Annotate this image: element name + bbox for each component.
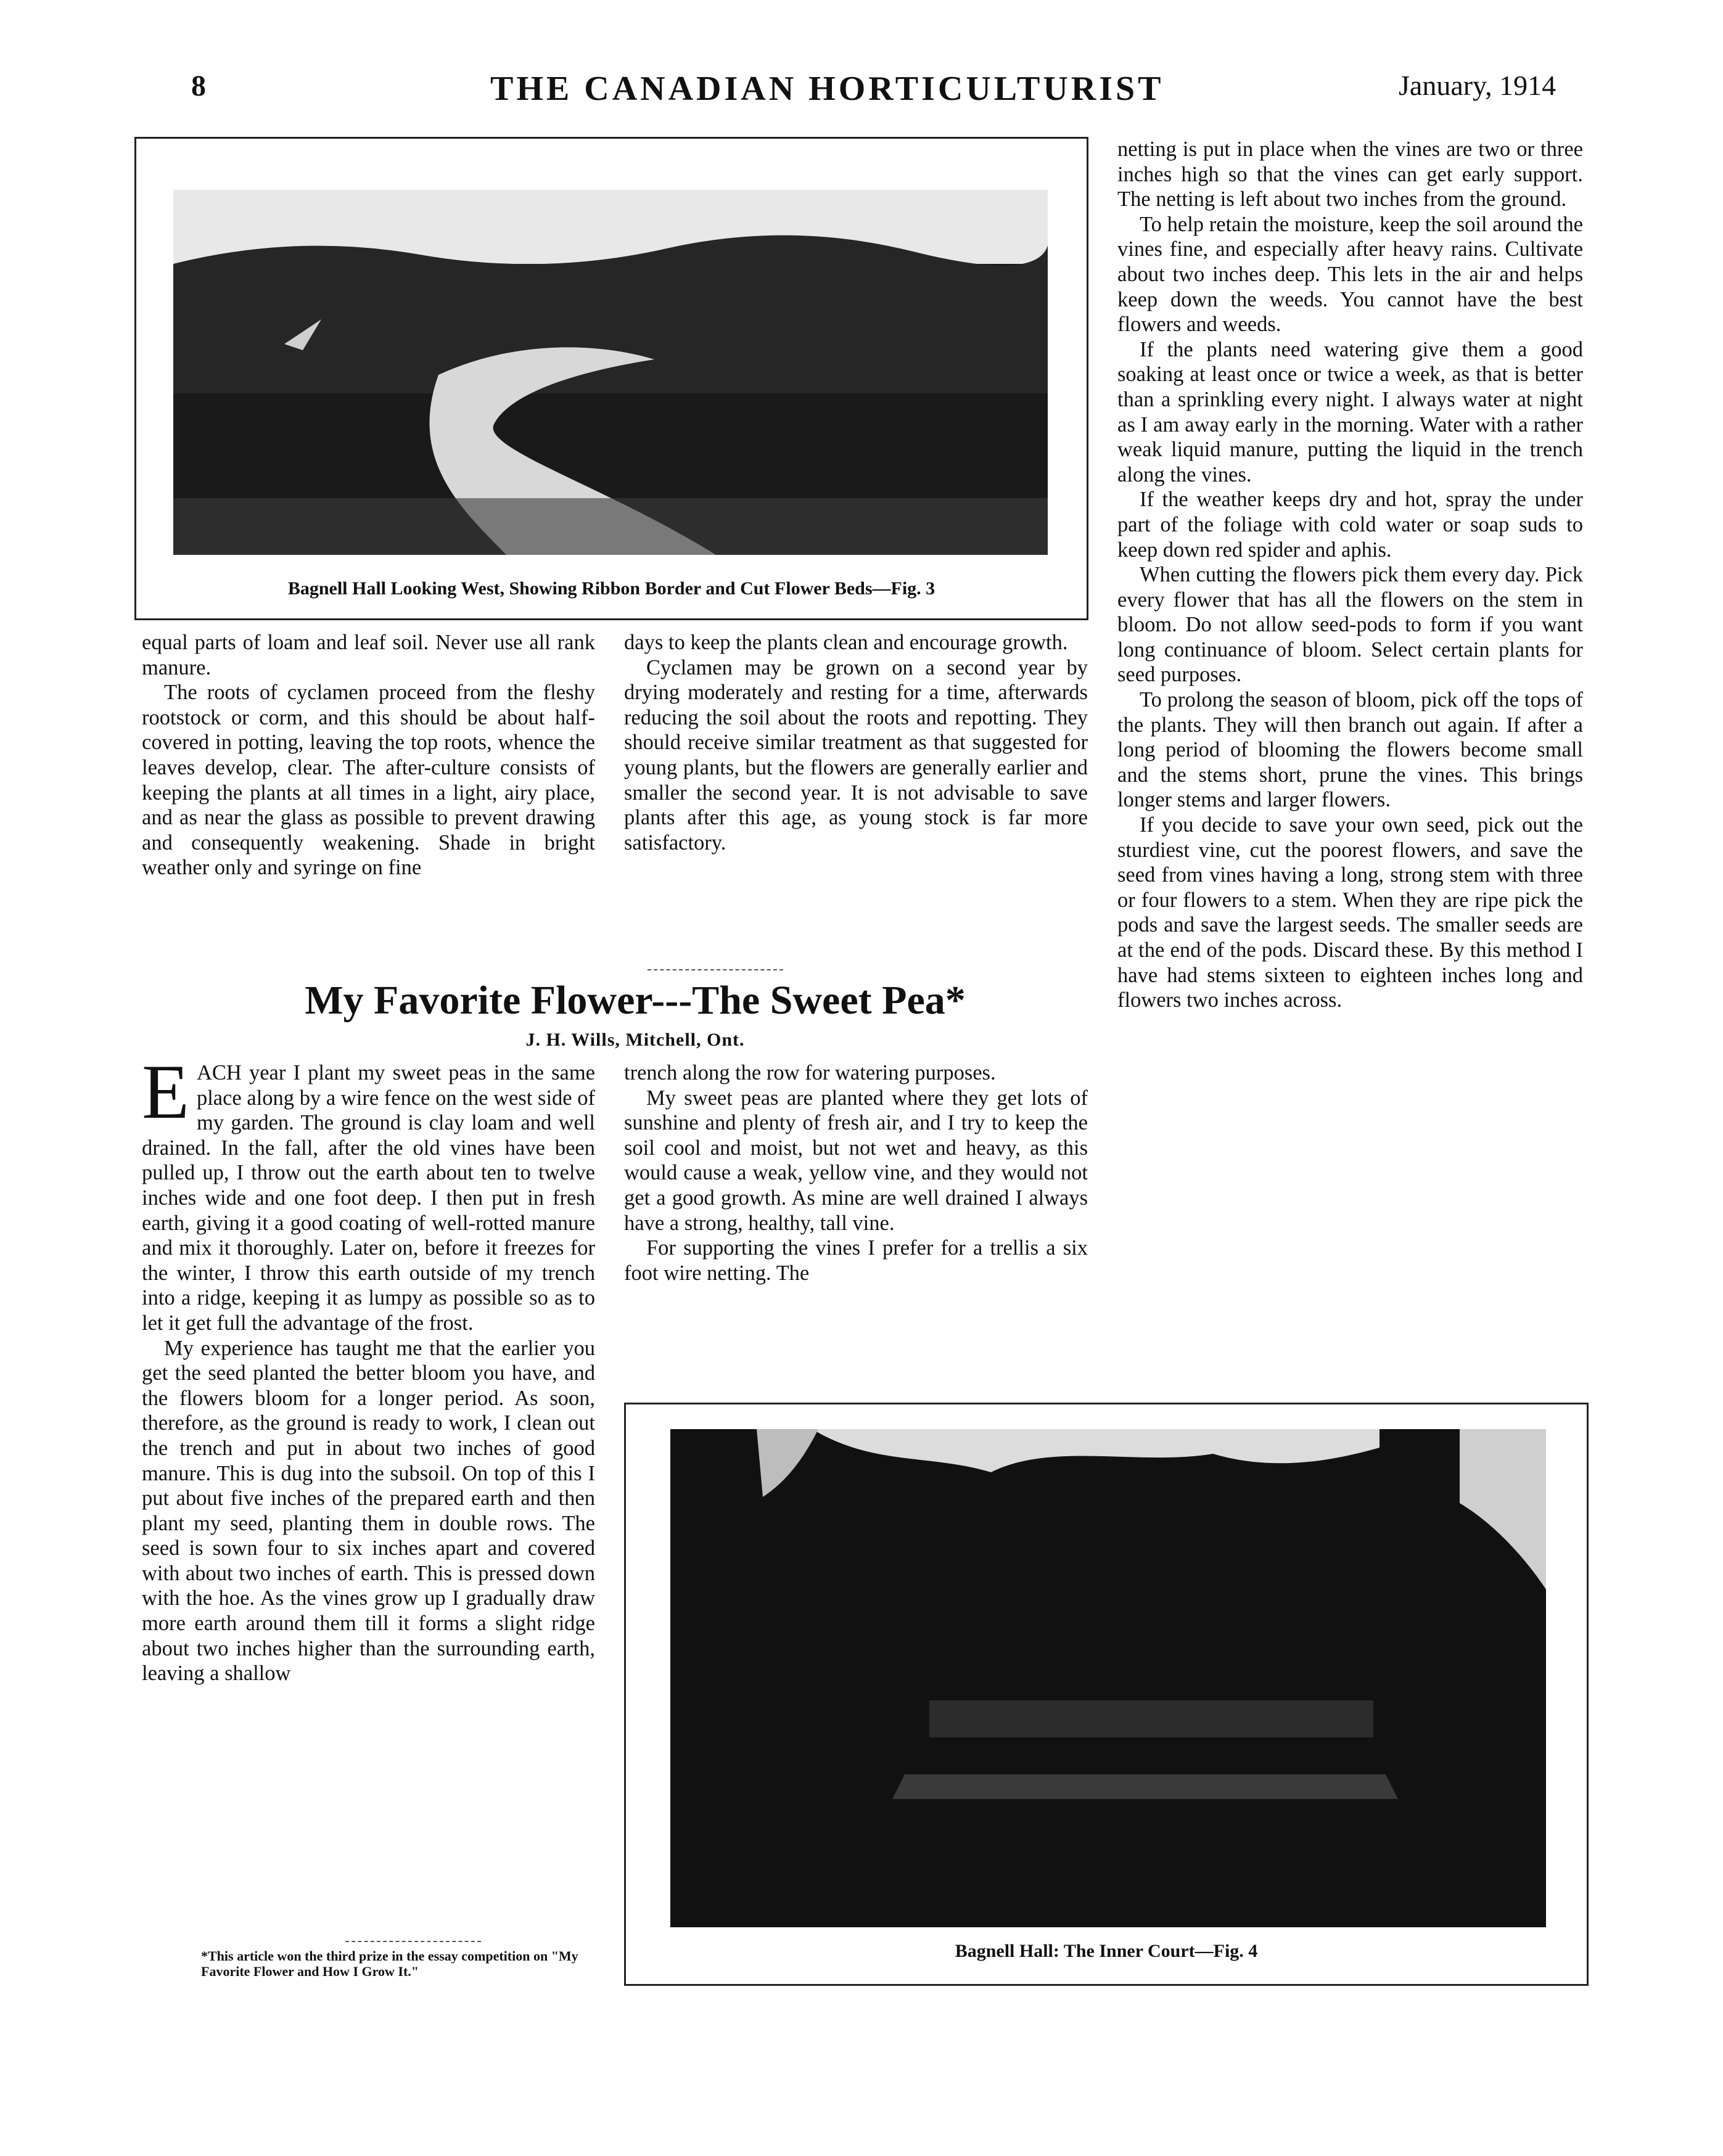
page-number: 8: [191, 70, 206, 102]
article-column-1: [142, 1049, 595, 1686]
figure-4-photo: [670, 1429, 1546, 1927]
cyclamen-paragraph: equal parts of loam and leaf soil. Never use all rank manure.: [142, 631, 595, 679]
article-title: My Favorite Flower---The Sweet Pea*: [305, 978, 966, 1023]
issue-date: January, 1914: [1399, 70, 1556, 101]
article-paragraph-first: [142, 1049, 595, 1336]
article-paragraph: If the plants need watering give them a good soaking at least once or twice a week, as that is better than a sprinkling every night. I always water at night as I am away early in the morning. Water with a rather weak liquid manure, putting the liquid in the trench along the vines.: [1117, 337, 1583, 486]
article-paragraph: If the weather keeps dry and hot, spray the under part of the foliage with cold water or soap suds to keep down red spider and aphis.: [1117, 488, 1583, 562]
figure-4-frame: [624, 1403, 1589, 1986]
article-paragraph: If you decide to save your own seed, pick out the sturdiest vine, cut the poorest flowers, and save the seed from vines having a long, strong stem with three or four flowers to a stem. When they are ripe pick the pods and save the largest seeds. The smaller seeds are at the end of the pods. Discard these. By this method I have had stems sixteen to eighteen inches long and flowers two inches across.: [1117, 813, 1583, 1012]
article-byline: J. H. Wills, Mitchell, Ont.: [525, 1030, 745, 1050]
drop-cap: E: [142, 1049, 189, 1135]
figure-4-caption: Bagnell Hall: The Inner Court—Fig. 4: [955, 1941, 1258, 1961]
cyclamen-paragraph: The roots of cyclamen proceed from the fleshy rootstock or corm, and this should be about half-covered in potting, leaving the top roots, whence the leaves develop, clear. The after-culture consists of keeping the plants at all times in a light, airy place, and as near the glass as possible to prevent drawing and consequently weakening. Shade in bright weather only and syringe on fine: [142, 681, 595, 880]
article-paragraph: trench along the row for watering purposes.: [624, 1061, 996, 1084]
article-paragraph: For supporting the vines I prefer for a trellis a six foot wire netting. The: [624, 1236, 1088, 1285]
article-paragraph: netting is put in place when the vines are two or three inches high so that the vines can get early support. The netting is left about two inches from the ground.: [1117, 137, 1583, 211]
figure-3-photo: [173, 190, 1048, 555]
cyclamen-column-1: [142, 630, 595, 880]
journal-title: THE CANADIAN HORTICULTURIST: [490, 70, 1164, 108]
article-column-2: [624, 1060, 1088, 1285]
article-paragraph: My experience has taught me that the earlier you get the seed planted the better bloom you have, and the flowers bloom for a longer period. As soon, therefore, as the ground is ready to work, I clean out the trench and put in about two inches of good manure. This is dug into the subsoil. On top of this I put about five inches of the prepared earth and then plant my seed, planting them in double rows. The seed is sown four to six inches apart and covered with about two inches of earth. This is pressed down with the hoe. As the vines grow up I gradually draw more earth around them till it forms a slight ridge about two inches higher than the surrounding earth, leaving a shallow: [142, 1336, 595, 1686]
article-paragraph-text: ACH year I plant my sweet peas in the same place along by a wire fence on the west side of my garden. The ground is clay loam and well drained. In the fall, after the old vines have been pulled up, I throw out the earth about ten to twelve inches wide and one foot deep. I then put in fresh earth, giving it a good coating of well-rotted manure and mix it thoroughly. Later on, before it freezes for the winter, I throw this earth outside of my trench into a ridge, keeping it as lumpy as possible so as to let it get full the advantage of the frost.: [142, 1061, 595, 1335]
article-paragraph: When cutting the flowers pick them every day. Pick every flower that has all the flowers on the stem in bloom. Do not allow seed-pods to form if you want long continuance of bloom. Select certain plants for seed purposes.: [1117, 563, 1583, 687]
inner-court-illustration: [670, 1429, 1546, 1927]
article-column-3: [1117, 137, 1583, 1013]
cyclamen-column-2: [624, 630, 1088, 855]
footnote-divider: [345, 1941, 481, 1942]
article-paragraph: To help retain the moisture, keep the soil around the vines fine, and especially after heavy rains. Cultivate about two inches deep. This lets in the air and helps keep down the weeds. You cannot have the best flowers and weeds.: [1117, 212, 1583, 337]
section-divider: [648, 969, 783, 970]
garden-path-illustration: [173, 190, 1048, 555]
cyclamen-paragraph: Cyclamen may be grown on a second year by drying moderately and resting for a time, afterwards reducing the soil about the roots and repotting. They should receive similar treatment as that suggested for young plants, but the flowers are generally earlier and smaller the second year. It is not advisable to save plants after this age, as young stock is far more satisfactory.: [624, 655, 1088, 855]
figure-3-frame: [134, 137, 1088, 620]
cyclamen-paragraph: days to keep the plants clean and encourage growth.: [624, 631, 1068, 654]
figure-3-caption: Bagnell Hall Looking West, Showing Ribbon Border and Cut Flower Beds—Fig. 3: [287, 578, 936, 599]
article-paragraph: To prolong the season of bloom, pick off the tops of the plants. They will then branch out again. If after a long period of blooming the flowers become small and the stems short, prune the vines. This brings longer stems and larger flowers.: [1117, 688, 1583, 812]
article-footnote: *This article won the third prize in the essay competition on "My Favorite Flower and How I Grow It.": [201, 1948, 578, 1979]
article-paragraph: My sweet peas are planted where they get lots of sunshine and plenty of fresh air, and I try to keep the soil cool and moist, but not wet and heavy, as this would cause a weak, yellow vine, and they would not get a good growth. As mine are well drained I always have a strong, healthy, tall vine.: [624, 1086, 1088, 1235]
